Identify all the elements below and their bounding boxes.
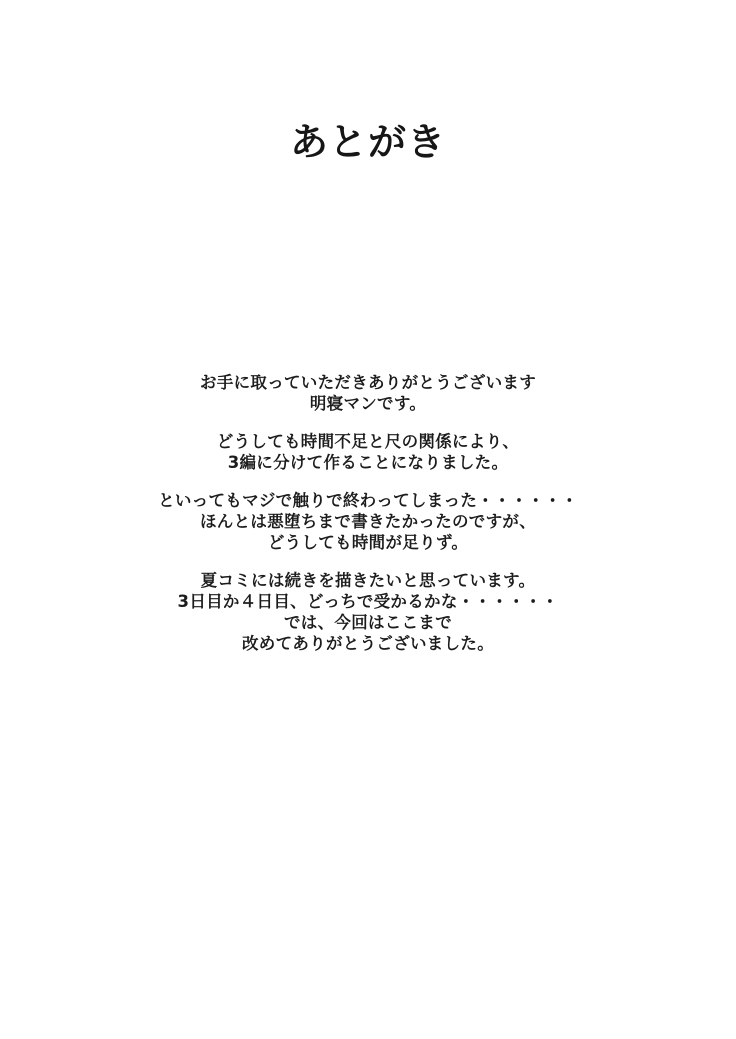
paragraph-closing [0, 570, 736, 654]
text-line: 改めてありがとうございました。 [242, 634, 494, 653]
text-line: お手に取っていただきありがとうございます [200, 373, 536, 392]
afterword-text [0, 372, 736, 671]
text-line: 3編に分けて作ることになりました。 [227, 453, 509, 472]
paragraph-time-constraints [0, 431, 736, 473]
text-line: では、今回はここまで [284, 613, 452, 632]
paragraph-thanks [0, 372, 736, 414]
text-line: 3日目か４日目、どっちで受かるかな・・・・・・ [177, 592, 559, 611]
text-line: ほんとは悪堕ちまで書きたかったのですが、 [200, 512, 536, 531]
text-line: どうしても時間が足りず。 [267, 533, 469, 552]
text-line: どうしても時間不足と尺の関係により、 [216, 432, 520, 451]
text-line: 夏コミには続きを描きたいと思っています。 [200, 571, 536, 590]
paragraph-apology [0, 490, 736, 553]
text-line: といってもマジで触りで終わってしまった・・・・・・ [158, 491, 578, 510]
page-title: あとがき [289, 119, 446, 164]
text-line: 明寝マンです。 [309, 394, 427, 413]
